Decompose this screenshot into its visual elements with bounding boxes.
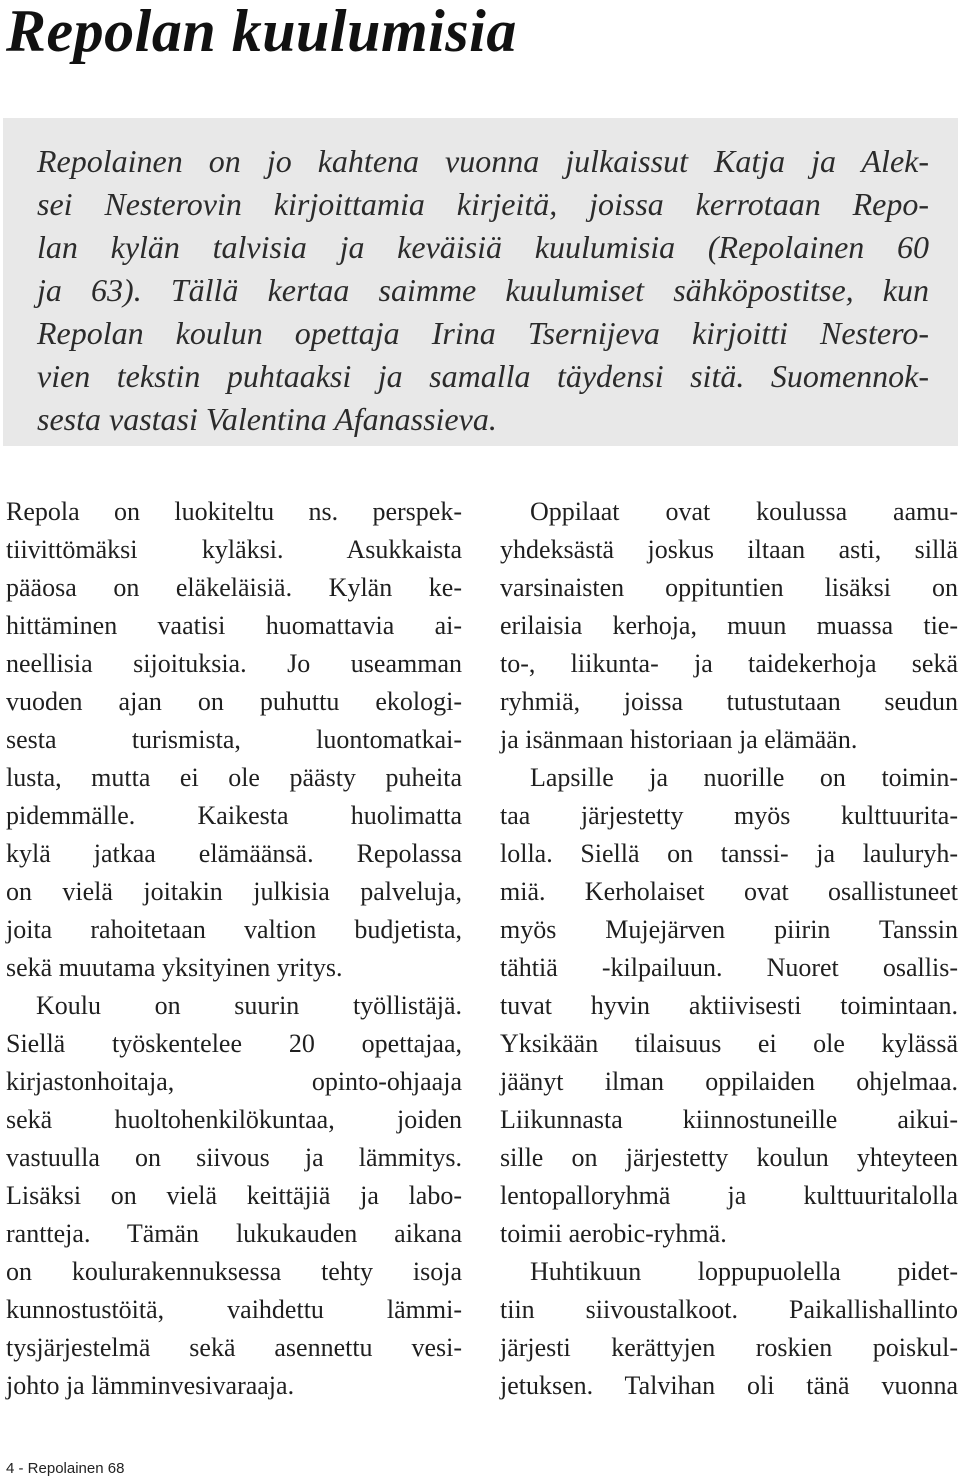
body-line: järjesti kerättyjen roskien poiskul- xyxy=(500,1333,958,1362)
body-line: on koulurakennuksessa tehty isoja xyxy=(6,1257,462,1286)
body-line: ja isänmaan historiaan ja elämään. xyxy=(500,725,858,754)
body-line: tähtiä -kilpailuun. Nuoret osallis- xyxy=(500,953,958,982)
body-line: myös Mujejärven piirin Tanssin xyxy=(500,915,958,944)
body-line: vuoden ajan on puhuttu ekologi- xyxy=(6,687,462,716)
body-line: pidemmälle. Kaikesta huolimatta xyxy=(6,801,462,830)
body-line: tuvat hyvin aktiivisesti toimintaan. xyxy=(500,991,958,1020)
body-line: kirjastonhoitaja, opinto-ohjaaja xyxy=(6,1067,462,1096)
body-line: Oppilaat ovat koulussa aamu- xyxy=(530,497,958,526)
body-line: tysjärjestelmä sekä asennettu vesi- xyxy=(6,1333,462,1362)
body-line: sille on järjestetty koulun yhteyteen xyxy=(500,1143,958,1172)
body-line: to-, liikunta- ja taidekerhoja sekä xyxy=(500,649,958,678)
body-line: vastuulla on siivous ja lämmitys. xyxy=(6,1143,462,1172)
body-line: hittäminen vaatisi huomattavia ai- xyxy=(6,611,462,640)
body-line: toimii aerobic-ryhmä. xyxy=(500,1219,727,1248)
intro-line: ja 63). Tällä kertaa saimme kuulumiset sähköpostitse, kun xyxy=(37,272,929,308)
body-line: Huhtikuun loppupuolella pidet- xyxy=(530,1257,958,1286)
right-column xyxy=(500,493,958,1405)
body-line: sekä muutama yksityinen yritys. xyxy=(6,953,343,982)
body-line: varsinaisten oppituntien lisäksi on xyxy=(500,573,958,602)
body-line: sesta turismista, luontomatkai- xyxy=(6,725,462,754)
body-line: Repola on luokiteltu ns. perspek- xyxy=(6,497,462,526)
body-line: pääosa on eläkeläisiä. Kylän ke- xyxy=(6,573,462,602)
body-line: kunnostustöitä, vaihdettu lämmi- xyxy=(6,1295,462,1324)
intro-line: sesta vastasi Valentina Afanassieva. xyxy=(37,401,497,437)
body-line: Koulu on suurin työllistäjä. xyxy=(36,991,462,1020)
body-line: miä. Kerholaiset ovat osallistuneet xyxy=(500,877,958,906)
body-line: Lisäksi on vielä keittäjiä ja labo- xyxy=(6,1181,462,1210)
intro-line: lan kylän talvisia ja keväisiä kuulumisia (Repolainen 60 xyxy=(37,229,929,265)
body-line: yhdeksästä joskus iltaan asti, sillä xyxy=(500,535,958,564)
body-line: Siellä työskentelee 20 opettajaa, xyxy=(6,1029,462,1058)
body-line: joita rahoitetaan valtion budjetista, xyxy=(6,915,462,944)
body-line: neellisia sijoituksia. Jo useamman xyxy=(6,649,462,678)
body-line: erilaisia kerhoja, muun muassa tie- xyxy=(500,611,958,640)
body-line: lentopalloryhmä ja kulttuuritalolla xyxy=(500,1181,958,1210)
body-line: Liikunnasta kiinnostuneille aikui- xyxy=(500,1105,958,1134)
page-footer: 4 - Repolainen 68 xyxy=(6,1460,125,1477)
intro-box xyxy=(3,118,958,446)
body-line: jetuksen. Talvihan oli tänä vuonna xyxy=(500,1371,958,1400)
body-line: jäänyt ilman oppilaiden ohjelmaa. xyxy=(500,1067,958,1096)
intro-line: Repolan koulun opettaja Irina Tsernijeva kirjoitti Nestero- xyxy=(37,315,929,351)
body-line: lolla. Siellä on tanssi- ja lauluryh- xyxy=(500,839,958,868)
body-line: sekä huoltohenkilökuntaa, joiden xyxy=(6,1105,462,1134)
body-line: taa järjestetty myös kulttuurita- xyxy=(500,801,958,830)
body-line: lusta, mutta ei ole päästy puheita xyxy=(6,763,462,792)
body-line: johto ja lämminvesivaraaja. xyxy=(6,1371,295,1400)
body-line: rantteja. Tämän lukukauden aikana xyxy=(6,1219,462,1248)
article-title: Repolan kuulumisia xyxy=(6,0,517,64)
intro-line: sei Nesterovin kirjoittamia kirjeitä, joissa kerrotaan Repo- xyxy=(37,186,929,222)
body-line: on vielä joitakin julkisia palveluja, xyxy=(6,877,462,906)
intro-line: Repolainen on jo kahtena vuonna julkaissut Katja ja Alek- xyxy=(37,143,929,179)
body-line: ryhmiä, joissa tutustutaan seudun xyxy=(500,687,958,716)
body-line: tiin siivoustalkoot. Paikallishallinto xyxy=(500,1295,958,1324)
body-line: Yksikään tilaisuus ei ole kylässä xyxy=(500,1029,958,1058)
left-column xyxy=(6,493,462,1405)
body-line: kylä jatkaa elämäänsä. Repolassa xyxy=(6,839,462,868)
body-line: Lapsille ja nuorille on toimin- xyxy=(530,763,958,792)
body-line: tiivittömäksi kyläksi. Asukkaista xyxy=(6,535,462,564)
intro-line: vien tekstin puhtaaksi ja samalla täydensi sitä. Suomennok- xyxy=(37,358,929,394)
